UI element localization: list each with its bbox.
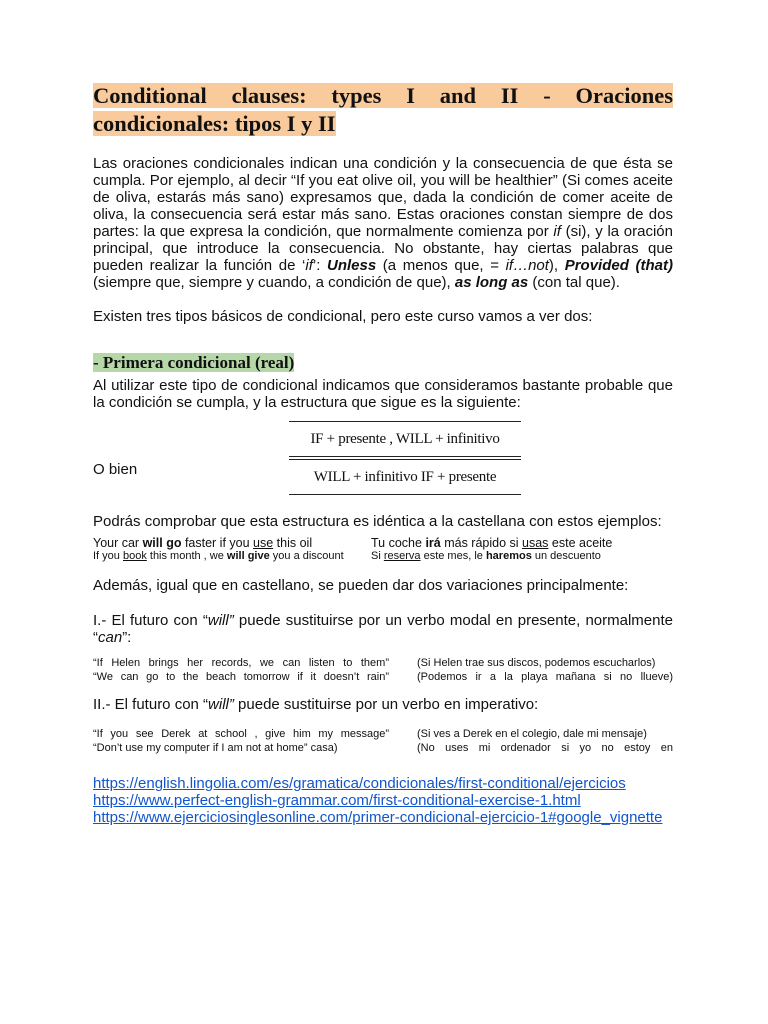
variation-2-paragraph: II.- El futuro con “will” puede sustituirse por un verbo en imperativo: [93,696,539,713]
example3-es-2: (No uses mi ordenador si yo no estoy en [417,742,673,754]
table-row [93,727,673,741]
examples-table-1 [93,536,673,563]
example2-en-1: “If Helen brings her records, we can listen to them” [93,657,389,669]
section-title-highlight: - Primera condicional (real) [93,353,295,372]
formula-2: WILL + infinitivo IF + presente [289,459,521,495]
intro-text-2: (si), y la oración principal, que introduce la consecuencia. No obstante, hay ciertas palabras que pueden realizar la función de ‘ [93,223,673,274]
variations-paragraph: Además, igual que en castellano, se pueden dar dos variaciones principalmente: [93,577,629,594]
example3-en-2: “Don’t use my computer if I am not at home” casa) [93,742,338,754]
examples-table-2 [93,656,673,684]
obien-label: O bien [93,461,138,478]
examples-table-3 [93,727,673,755]
intro-provided: Provided (that) [564,257,673,274]
compare-paragraph: Podrás comprobar que esta estructura es idéntica a la castellana con estos ejemplos: [93,513,662,530]
intro-text-6: (siempre que, siempre y cuando, a condición de que), [93,274,455,291]
table-row [93,550,673,563]
exercise-links [93,775,673,826]
table-row [93,536,673,550]
intro-text-7: (con tal que). [528,274,620,291]
section-description: Al utilizar este tipo de condicional indicamos que consideramos bastante probable que la condición se cumpla, y la estructura que sigue es la siguiente: [93,377,673,411]
formula-box [289,421,521,495]
intro-as-long-as: as long as [454,274,529,291]
example2-es-2: (Podemos ir a la playa mañana si no llueve) [417,671,673,683]
example-en-1: Your car will go faster if you use this oil [93,536,313,550]
example-es-2: Si reserva este mes, le haremos un descuento [371,550,601,562]
document-page [93,82,673,826]
table-row [93,741,673,755]
section-first-conditional-title [93,353,673,373]
example3-es-1: (Si ves a Derek en el colegio, dale mi mensaje) [417,728,647,740]
example-en-2: If you book this month , we will give you a discount [93,550,344,562]
variation-1-paragraph: I.- El futuro con “will” puede sustituirse por un verbo modal en presente, normalmente “can”: [93,612,673,646]
intro-text-4: (a menos que, = [376,257,506,274]
intro-if-1: if [553,223,561,240]
title-highlight: Conditional clauses: types I and II - Oraciones condicionales: tipos I y II [93,83,673,136]
link-perfect-english-grammar[interactable]: https://www.perfect-english-grammar.com/first-conditional-exercise-1.html [93,792,581,809]
intro-paragraph [93,155,673,291]
example2-es-1: (Si Helen trae sus discos, podemos escucharlos) [417,657,656,669]
intro-text-5: ), [548,257,565,274]
table-row [93,670,673,684]
example3-en-1: “If you see Derek at school , give him my message” [93,728,389,740]
link-ejercicios-ingles-online[interactable]: https://www.ejerciciosinglesonline.com/primer-condicional-ejercicio-1#google_vignette [93,809,663,826]
example2-en-2: “We can go to the beach tomorrow if it doesn’t rain” [93,671,389,683]
intro-ifnot: if…not [505,257,549,274]
formula-row [93,421,673,507]
formula-1: IF + presente , WILL + infinitivo [289,421,521,457]
intro-unless: Unless [326,257,377,274]
link-lingolia[interactable]: https://english.lingolia.com/es/gramatica/condicionales/first-conditional/ejercicios [93,775,626,792]
table-row [93,656,673,670]
intro-if-2: if [305,257,313,274]
intro-text-1: Las oraciones condicionales indican una condición y la consecuencia de que ésta se cumpla. Por ejemplo, al decir “If you eat olive oil, you will be healthier” (Si comes aceite de oliva, estarás más sano) expresamos que, dada la condición de comer aceite de oliva, la consecuencia será estar más sano. Estas oraciones constan siempre de dos partes: la que expresa la condición, que normalmente comienza por [93,155,673,240]
intro-text-3: ’: [312,257,327,274]
page-title [93,82,673,138]
example-es-1: Tu coche irá más rápido si usas este aceite [371,536,613,550]
types-paragraph: Existen tres tipos básicos de condicional, pero este curso vamos a ver dos: [93,308,593,325]
